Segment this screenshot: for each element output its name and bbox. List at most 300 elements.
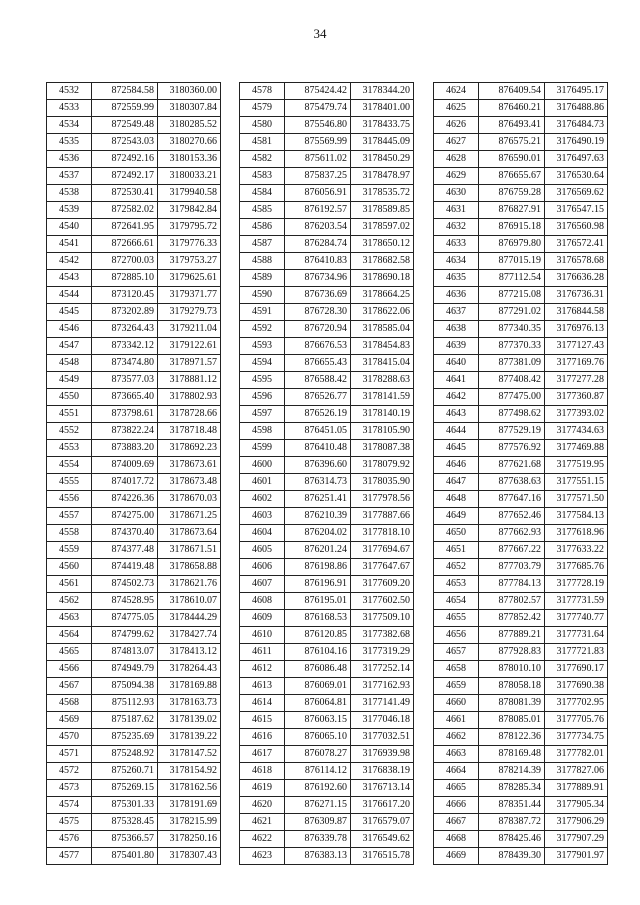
table-row <box>240 457 414 474</box>
table-row <box>434 627 608 644</box>
y-coordinate-cell: 3178139.02 <box>158 712 221 729</box>
table-row <box>434 508 608 525</box>
x-coordinate-cell: 877498.62 <box>479 406 545 423</box>
point-number-cell: 4605 <box>240 542 285 559</box>
x-coordinate-cell: 873798.61 <box>92 406 158 423</box>
y-coordinate-cell: 3178881.12 <box>158 372 221 389</box>
y-coordinate-cell: 3177907.29 <box>545 831 608 848</box>
y-coordinate-cell: 3176976.13 <box>545 321 608 338</box>
x-coordinate-cell: 877381.09 <box>479 355 545 372</box>
y-coordinate-cell: 3177277.28 <box>545 372 608 389</box>
point-number-cell: 4594 <box>240 355 285 372</box>
table-row <box>240 117 414 134</box>
point-number-cell: 4535 <box>47 134 92 151</box>
y-coordinate-cell: 3179122.61 <box>158 338 221 355</box>
table-row <box>47 627 221 644</box>
x-coordinate-cell: 878285.34 <box>479 780 545 797</box>
table-row <box>434 831 608 848</box>
y-coordinate-cell: 3177032.51 <box>351 729 414 746</box>
table-row <box>240 610 414 627</box>
y-coordinate-cell: 3178454.83 <box>351 338 414 355</box>
point-number-cell: 4637 <box>434 304 479 321</box>
point-number-cell: 4662 <box>434 729 479 746</box>
x-coordinate-cell: 872885.10 <box>92 270 158 287</box>
point-number-cell: 4616 <box>240 729 285 746</box>
x-coordinate-cell: 876309.87 <box>285 814 351 831</box>
y-coordinate-cell: 3179279.73 <box>158 304 221 321</box>
table-row <box>434 236 608 253</box>
table-row <box>47 814 221 831</box>
table-row <box>434 355 608 372</box>
y-coordinate-cell: 3178413.12 <box>158 644 221 661</box>
y-coordinate-cell: 3178433.75 <box>351 117 414 134</box>
point-number-cell: 4567 <box>47 678 92 695</box>
y-coordinate-cell: 3178191.69 <box>158 797 221 814</box>
table-row <box>47 100 221 117</box>
point-number-cell: 4626 <box>434 117 479 134</box>
table-row <box>434 372 608 389</box>
table-row <box>240 644 414 661</box>
table-row <box>240 678 414 695</box>
point-number-cell: 4634 <box>434 253 479 270</box>
x-coordinate-cell: 877370.33 <box>479 338 545 355</box>
x-coordinate-cell: 876168.53 <box>285 610 351 627</box>
x-coordinate-cell: 876339.78 <box>285 831 351 848</box>
x-coordinate-cell: 876493.41 <box>479 117 545 134</box>
point-number-cell: 4540 <box>47 219 92 236</box>
point-number-cell: 4577 <box>47 848 92 865</box>
x-coordinate-cell: 876588.42 <box>285 372 351 389</box>
point-number-cell: 4537 <box>47 168 92 185</box>
y-coordinate-cell: 3178288.63 <box>351 372 414 389</box>
x-coordinate-cell: 876915.18 <box>479 219 545 236</box>
y-coordinate-cell: 3178658.88 <box>158 559 221 576</box>
x-coordinate-cell: 874528.95 <box>92 593 158 610</box>
y-coordinate-cell: 3178344.20 <box>351 83 414 100</box>
point-number-cell: 4628 <box>434 151 479 168</box>
point-number-cell: 4606 <box>240 559 285 576</box>
point-number-cell: 4622 <box>240 831 285 848</box>
y-coordinate-cell: 3176939.98 <box>351 746 414 763</box>
point-number-cell: 4558 <box>47 525 92 542</box>
table-row <box>240 321 414 338</box>
table-row <box>47 780 221 797</box>
x-coordinate-cell: 877291.02 <box>479 304 545 321</box>
y-coordinate-cell: 3180307.84 <box>158 100 221 117</box>
table-row <box>434 576 608 593</box>
x-coordinate-cell: 878010.10 <box>479 661 545 678</box>
table-row <box>47 508 221 525</box>
x-coordinate-cell: 876383.13 <box>285 848 351 865</box>
point-number-cell: 4561 <box>47 576 92 593</box>
x-coordinate-cell: 877784.13 <box>479 576 545 593</box>
y-coordinate-cell: 3176490.19 <box>545 134 608 151</box>
y-coordinate-cell: 3177694.67 <box>351 542 414 559</box>
point-number-cell: 4654 <box>434 593 479 610</box>
y-coordinate-cell: 3179842.84 <box>158 202 221 219</box>
table-row <box>47 389 221 406</box>
table-row <box>240 831 414 848</box>
point-number-cell: 4613 <box>240 678 285 695</box>
y-coordinate-cell: 3176497.63 <box>545 151 608 168</box>
table-row <box>240 253 414 270</box>
x-coordinate-cell: 877112.54 <box>479 270 545 287</box>
table-row <box>47 406 221 423</box>
point-number-cell: 4559 <box>47 542 92 559</box>
table-row <box>240 423 414 440</box>
point-number-cell: 4576 <box>47 831 92 848</box>
y-coordinate-cell: 3178450.29 <box>351 151 414 168</box>
y-coordinate-cell: 3178162.56 <box>158 780 221 797</box>
x-coordinate-cell: 872584.58 <box>92 83 158 100</box>
table-row <box>434 610 608 627</box>
point-number-cell: 4651 <box>434 542 479 559</box>
x-coordinate-cell: 874775.05 <box>92 610 158 627</box>
y-coordinate-cell: 3177571.50 <box>545 491 608 508</box>
point-number-cell: 4657 <box>434 644 479 661</box>
y-coordinate-cell: 3178664.25 <box>351 287 414 304</box>
y-coordinate-cell: 3178682.58 <box>351 253 414 270</box>
y-coordinate-cell: 3178445.09 <box>351 134 414 151</box>
table-row <box>240 270 414 287</box>
table-row <box>240 219 414 236</box>
point-number-cell: 4534 <box>47 117 92 134</box>
x-coordinate-cell: 876056.91 <box>285 185 351 202</box>
table-row <box>240 372 414 389</box>
table-row <box>240 304 414 321</box>
table-row <box>47 729 221 746</box>
x-coordinate-cell: 876251.41 <box>285 491 351 508</box>
point-number-cell: 4550 <box>47 389 92 406</box>
point-number-cell: 4553 <box>47 440 92 457</box>
x-coordinate-cell: 873883.20 <box>92 440 158 457</box>
y-coordinate-cell: 3177393.02 <box>545 406 608 423</box>
table-row <box>434 797 608 814</box>
point-number-cell: 4556 <box>47 491 92 508</box>
table-row <box>434 440 608 457</box>
y-coordinate-cell: 3178154.92 <box>158 763 221 780</box>
x-coordinate-cell: 877340.35 <box>479 321 545 338</box>
x-coordinate-cell: 875260.71 <box>92 763 158 780</box>
x-coordinate-cell: 875094.38 <box>92 678 158 695</box>
y-coordinate-cell: 3176838.19 <box>351 763 414 780</box>
table-row <box>47 253 221 270</box>
y-coordinate-cell: 3177685.76 <box>545 559 608 576</box>
x-coordinate-cell: 878081.39 <box>479 695 545 712</box>
y-coordinate-cell: 3176484.73 <box>545 117 608 134</box>
point-number-cell: 4611 <box>240 644 285 661</box>
point-number-cell: 4655 <box>434 610 479 627</box>
table-row <box>47 423 221 440</box>
point-number-cell: 4565 <box>47 644 92 661</box>
table-row <box>434 202 608 219</box>
x-coordinate-cell: 873474.80 <box>92 355 158 372</box>
table-row <box>47 219 221 236</box>
point-number-cell: 4582 <box>240 151 285 168</box>
point-number-cell: 4585 <box>240 202 285 219</box>
y-coordinate-cell: 3177782.01 <box>545 746 608 763</box>
table-row <box>240 593 414 610</box>
x-coordinate-cell: 872549.48 <box>92 117 158 134</box>
point-number-cell: 4566 <box>47 661 92 678</box>
y-coordinate-cell: 3178035.90 <box>351 474 414 491</box>
point-number-cell: 4532 <box>47 83 92 100</box>
x-coordinate-cell: 878214.39 <box>479 763 545 780</box>
table-row <box>434 168 608 185</box>
x-coordinate-cell: 872530.41 <box>92 185 158 202</box>
y-coordinate-cell: 3176515.78 <box>351 848 414 865</box>
table-row <box>240 729 414 746</box>
x-coordinate-cell: 872492.16 <box>92 151 158 168</box>
point-number-cell: 4646 <box>434 457 479 474</box>
y-coordinate-cell: 3177141.49 <box>351 695 414 712</box>
x-coordinate-cell: 877408.42 <box>479 372 545 389</box>
x-coordinate-cell: 873342.12 <box>92 338 158 355</box>
y-coordinate-cell: 3178585.04 <box>351 321 414 338</box>
point-number-cell: 4667 <box>434 814 479 831</box>
table-row <box>434 712 608 729</box>
x-coordinate-cell: 876210.39 <box>285 508 351 525</box>
table-row <box>434 593 608 610</box>
x-coordinate-cell: 877662.93 <box>479 525 545 542</box>
y-coordinate-cell: 3178718.48 <box>158 423 221 440</box>
y-coordinate-cell: 3180033.21 <box>158 168 221 185</box>
table-row <box>240 559 414 576</box>
y-coordinate-cell: 3177705.76 <box>545 712 608 729</box>
table-row <box>434 814 608 831</box>
table-row <box>434 134 608 151</box>
y-coordinate-cell: 3176578.68 <box>545 253 608 270</box>
y-coordinate-cell: 3178589.85 <box>351 202 414 219</box>
table-row <box>47 287 221 304</box>
y-coordinate-cell: 3177906.29 <box>545 814 608 831</box>
point-number-cell: 4642 <box>434 389 479 406</box>
table-row <box>434 542 608 559</box>
x-coordinate-cell: 872559.99 <box>92 100 158 117</box>
x-coordinate-cell: 876734.96 <box>285 270 351 287</box>
x-coordinate-cell: 876410.48 <box>285 440 351 457</box>
table-row <box>47 576 221 593</box>
table-row <box>47 83 221 100</box>
table-row <box>434 678 608 695</box>
y-coordinate-cell: 3178307.43 <box>158 848 221 865</box>
y-coordinate-cell: 3180153.36 <box>158 151 221 168</box>
point-number-cell: 4593 <box>240 338 285 355</box>
point-number-cell: 4591 <box>240 304 285 321</box>
x-coordinate-cell: 873202.89 <box>92 304 158 321</box>
point-number-cell: 4542 <box>47 253 92 270</box>
y-coordinate-cell: 3177887.66 <box>351 508 414 525</box>
x-coordinate-cell: 874275.00 <box>92 508 158 525</box>
y-coordinate-cell: 3178169.88 <box>158 678 221 695</box>
x-coordinate-cell: 872582.02 <box>92 202 158 219</box>
y-coordinate-cell: 3177702.95 <box>545 695 608 712</box>
point-number-cell: 4621 <box>240 814 285 831</box>
x-coordinate-cell: 875837.25 <box>285 168 351 185</box>
point-number-cell: 4562 <box>47 593 92 610</box>
table-row <box>47 168 221 185</box>
x-coordinate-cell: 876192.60 <box>285 780 351 797</box>
table-row <box>434 287 608 304</box>
table-row <box>434 848 608 865</box>
x-coordinate-cell: 876460.21 <box>479 100 545 117</box>
x-coordinate-cell: 877802.57 <box>479 593 545 610</box>
point-number-cell: 4596 <box>240 389 285 406</box>
table-row <box>240 525 414 542</box>
x-coordinate-cell: 872492.17 <box>92 168 158 185</box>
y-coordinate-cell: 3178728.66 <box>158 406 221 423</box>
point-number-cell: 4600 <box>240 457 285 474</box>
x-coordinate-cell: 875301.33 <box>92 797 158 814</box>
table-row <box>240 695 414 712</box>
point-number-cell: 4533 <box>47 100 92 117</box>
x-coordinate-cell: 876064.81 <box>285 695 351 712</box>
x-coordinate-cell: 876655.67 <box>479 168 545 185</box>
x-coordinate-cell: 876396.60 <box>285 457 351 474</box>
table-row <box>240 406 414 423</box>
table-row <box>434 406 608 423</box>
y-coordinate-cell: 3177818.10 <box>351 525 414 542</box>
y-coordinate-cell: 3176579.07 <box>351 814 414 831</box>
point-number-cell: 4575 <box>47 814 92 831</box>
x-coordinate-cell: 877215.08 <box>479 287 545 304</box>
x-coordinate-cell: 875569.99 <box>285 134 351 151</box>
x-coordinate-cell: 876314.73 <box>285 474 351 491</box>
table-row <box>240 491 414 508</box>
x-coordinate-cell: 876410.83 <box>285 253 351 270</box>
x-coordinate-cell: 876198.86 <box>285 559 351 576</box>
y-coordinate-cell: 3177509.10 <box>351 610 414 627</box>
table-row <box>47 474 221 491</box>
y-coordinate-cell: 3178250.16 <box>158 831 221 848</box>
table-row <box>47 236 221 253</box>
point-number-cell: 4574 <box>47 797 92 814</box>
point-number-cell: 4638 <box>434 321 479 338</box>
point-number-cell: 4624 <box>434 83 479 100</box>
x-coordinate-cell: 875479.74 <box>285 100 351 117</box>
table-row <box>47 440 221 457</box>
table-row <box>434 661 608 678</box>
point-number-cell: 4555 <box>47 474 92 491</box>
table-row <box>240 627 414 644</box>
y-coordinate-cell: 3178141.59 <box>351 389 414 406</box>
point-number-cell: 4549 <box>47 372 92 389</box>
page-number: 34 <box>313 26 327 41</box>
y-coordinate-cell: 3177721.83 <box>545 644 608 661</box>
x-coordinate-cell: 875269.15 <box>92 780 158 797</box>
table-row <box>47 712 221 729</box>
point-number-cell: 4551 <box>47 406 92 423</box>
x-coordinate-cell: 872543.03 <box>92 134 158 151</box>
table-row <box>47 491 221 508</box>
table-row <box>434 389 608 406</box>
table-row <box>47 610 221 627</box>
x-coordinate-cell: 872666.61 <box>92 236 158 253</box>
y-coordinate-cell: 3177169.76 <box>545 355 608 372</box>
table-row <box>47 763 221 780</box>
x-coordinate-cell: 876204.02 <box>285 525 351 542</box>
x-coordinate-cell: 875611.02 <box>285 151 351 168</box>
table-row <box>47 593 221 610</box>
x-coordinate-cell: 875401.80 <box>92 848 158 865</box>
point-number-cell: 4619 <box>240 780 285 797</box>
x-coordinate-cell: 876736.69 <box>285 287 351 304</box>
x-coordinate-cell: 877621.68 <box>479 457 545 474</box>
y-coordinate-cell: 3176530.64 <box>545 168 608 185</box>
point-number-cell: 4541 <box>47 236 92 253</box>
x-coordinate-cell: 876655.43 <box>285 355 351 372</box>
y-coordinate-cell: 3176488.86 <box>545 100 608 117</box>
point-number-cell: 4668 <box>434 831 479 848</box>
x-coordinate-cell: 874949.79 <box>92 661 158 678</box>
table-row <box>434 763 608 780</box>
point-number-cell: 4629 <box>434 168 479 185</box>
point-number-cell: 4590 <box>240 287 285 304</box>
y-coordinate-cell: 3179795.72 <box>158 219 221 236</box>
table-row <box>434 219 608 236</box>
x-coordinate-cell: 873822.24 <box>92 423 158 440</box>
table-row <box>240 542 414 559</box>
x-coordinate-cell: 874419.48 <box>92 559 158 576</box>
x-coordinate-cell: 873665.40 <box>92 389 158 406</box>
y-coordinate-cell: 3180360.00 <box>158 83 221 100</box>
y-coordinate-cell: 3178147.52 <box>158 746 221 763</box>
table-row <box>240 134 414 151</box>
point-number-cell: 4648 <box>434 491 479 508</box>
table-row <box>434 695 608 712</box>
table-row <box>434 746 608 763</box>
point-number-cell: 4583 <box>240 168 285 185</box>
x-coordinate-cell: 874017.72 <box>92 474 158 491</box>
x-coordinate-cell: 874377.48 <box>92 542 158 559</box>
point-number-cell: 4612 <box>240 661 285 678</box>
y-coordinate-cell: 3178622.06 <box>351 304 414 321</box>
y-coordinate-cell: 3177046.18 <box>351 712 414 729</box>
y-coordinate-cell: 3178971.57 <box>158 355 221 372</box>
table-row <box>240 236 414 253</box>
y-coordinate-cell: 3178140.19 <box>351 406 414 423</box>
y-coordinate-cell: 3178478.97 <box>351 168 414 185</box>
y-coordinate-cell: 3178264.43 <box>158 661 221 678</box>
x-coordinate-cell: 876104.16 <box>285 644 351 661</box>
point-number-cell: 4609 <box>240 610 285 627</box>
x-coordinate-cell: 876078.27 <box>285 746 351 763</box>
point-number-cell: 4647 <box>434 474 479 491</box>
y-coordinate-cell: 3178673.48 <box>158 474 221 491</box>
x-coordinate-cell: 876284.74 <box>285 236 351 253</box>
table-row <box>434 729 608 746</box>
table-row <box>240 508 414 525</box>
y-coordinate-cell: 3179211.04 <box>158 321 221 338</box>
point-number-cell: 4644 <box>434 423 479 440</box>
table-row <box>240 763 414 780</box>
y-coordinate-cell: 3178673.61 <box>158 457 221 474</box>
point-number-cell: 4573 <box>47 780 92 797</box>
x-coordinate-cell: 874799.62 <box>92 627 158 644</box>
x-coordinate-cell: 876759.28 <box>479 185 545 202</box>
x-coordinate-cell: 877703.79 <box>479 559 545 576</box>
point-number-cell: 4649 <box>434 508 479 525</box>
x-coordinate-cell: 876086.48 <box>285 661 351 678</box>
y-coordinate-cell: 3178671.25 <box>158 508 221 525</box>
y-coordinate-cell: 3177827.06 <box>545 763 608 780</box>
y-coordinate-cell: 3178427.74 <box>158 627 221 644</box>
table-row <box>47 746 221 763</box>
y-coordinate-cell: 3177690.38 <box>545 678 608 695</box>
table-row <box>434 151 608 168</box>
point-number-cell: 4552 <box>47 423 92 440</box>
point-number-cell: 4570 <box>47 729 92 746</box>
